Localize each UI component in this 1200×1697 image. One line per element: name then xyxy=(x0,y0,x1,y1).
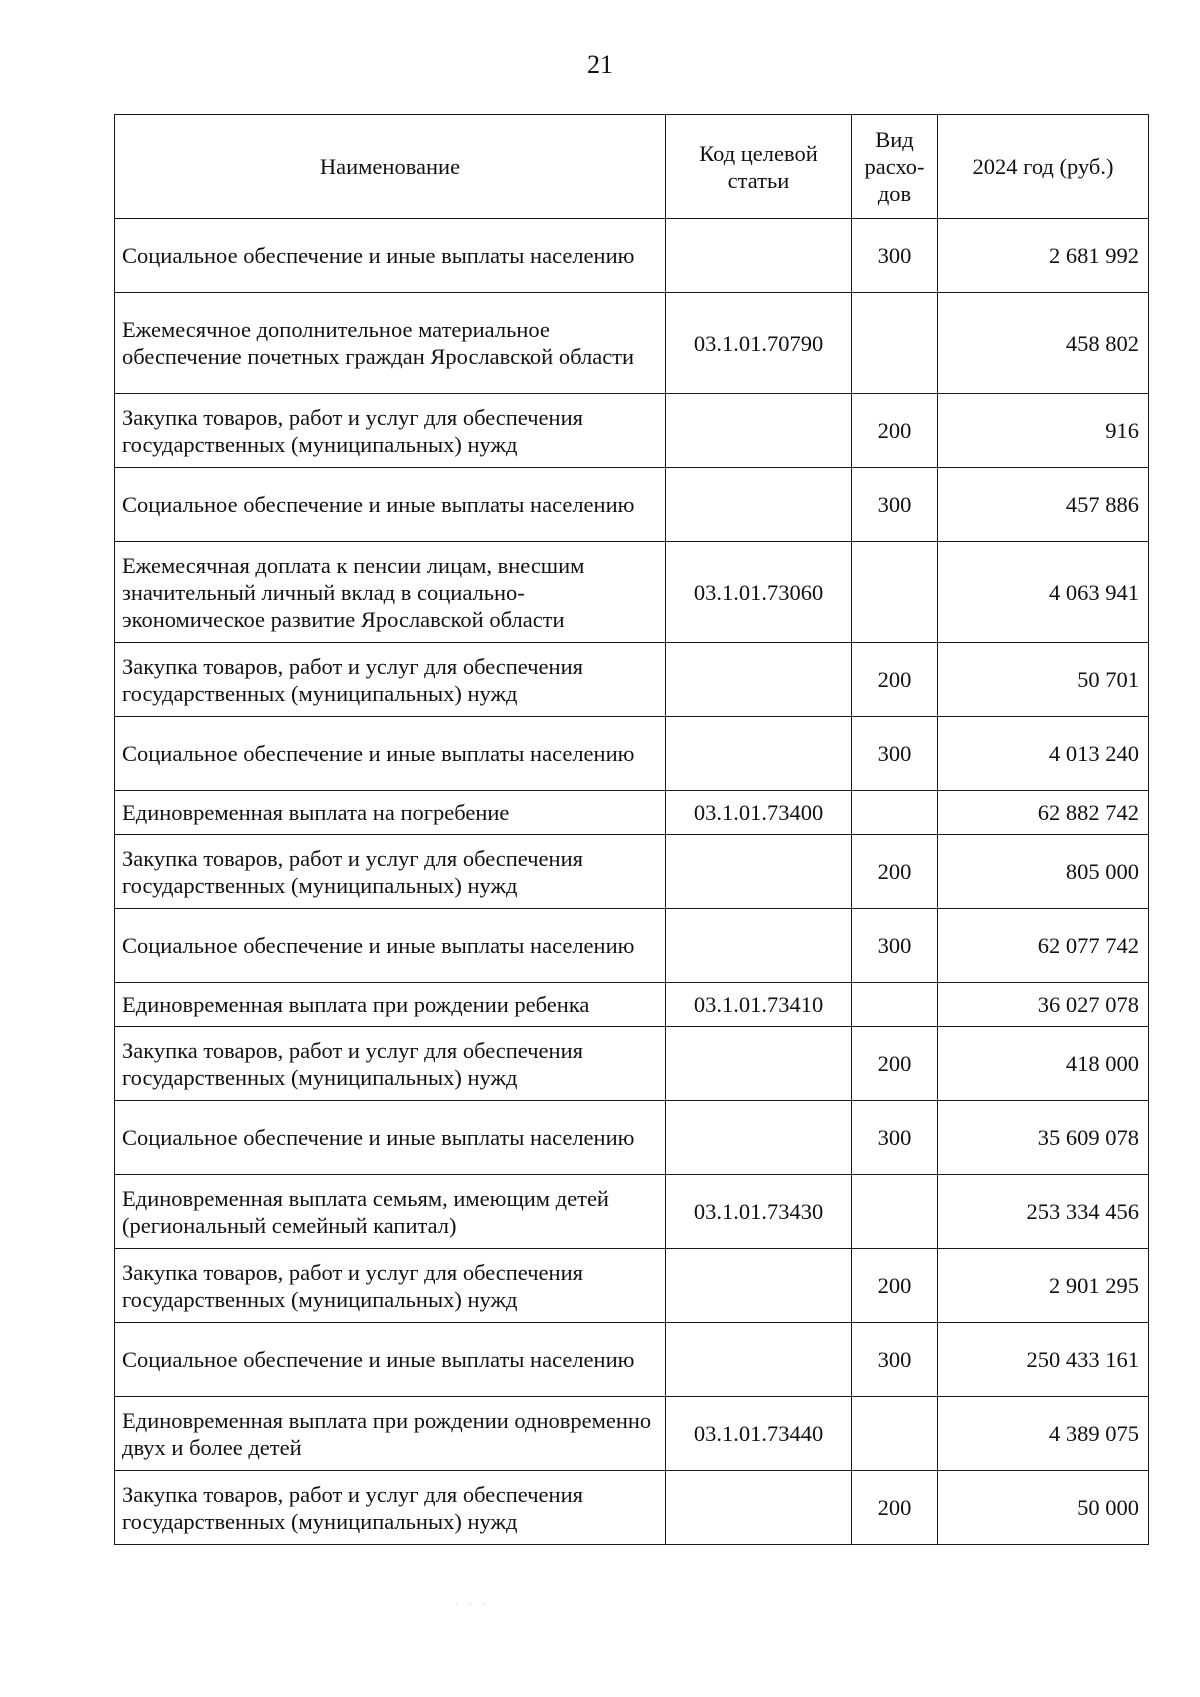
row-amount: 50 000 xyxy=(938,1471,1149,1545)
row-name: Закупка товаров, работ и услуг для обеспечения государственных (муниципальных) нужд xyxy=(115,394,666,468)
row-amount: 62 077 742 xyxy=(938,909,1149,983)
header-code: Код целевой статьи xyxy=(666,115,852,219)
table-row xyxy=(115,468,1149,542)
row-type: 300 xyxy=(852,468,938,542)
table-row xyxy=(115,983,1149,1027)
row-code xyxy=(666,717,852,791)
row-amount: 2 901 295 xyxy=(938,1249,1149,1323)
row-code xyxy=(666,643,852,717)
table-row xyxy=(115,1471,1149,1545)
header-row xyxy=(115,115,1149,219)
row-type: 200 xyxy=(852,643,938,717)
row-code: 03.1.01.73060 xyxy=(666,542,852,643)
row-name: Закупка товаров, работ и услуг для обеспечения государственных (муниципальных) нужд xyxy=(115,1471,666,1545)
row-amount: 4 013 240 xyxy=(938,717,1149,791)
row-amount: 36 027 078 xyxy=(938,983,1149,1027)
row-type: 300 xyxy=(852,717,938,791)
table-row xyxy=(115,1397,1149,1471)
table-row xyxy=(115,909,1149,983)
table-row xyxy=(115,219,1149,293)
row-name: Закупка товаров, работ и услуг для обеспечения государственных (муниципальных) нужд xyxy=(115,1027,666,1101)
header-type: Вид расхо- дов xyxy=(852,115,938,219)
row-type: 300 xyxy=(852,1323,938,1397)
row-type: 300 xyxy=(852,1101,938,1175)
row-amount: 4 389 075 xyxy=(938,1397,1149,1471)
row-amount: 253 334 456 xyxy=(938,1175,1149,1249)
row-name: Единовременная выплата семьям, имеющим детей (региональный семейный капитал) xyxy=(115,1175,666,1249)
table-row xyxy=(115,791,1149,835)
row-type: 200 xyxy=(852,1027,938,1101)
table-row xyxy=(115,1323,1149,1397)
row-name: Социальное обеспечение и иные выплаты населению xyxy=(115,1323,666,1397)
row-code: 03.1.01.73440 xyxy=(666,1397,852,1471)
scan-artifact: · · · xyxy=(455,1600,490,1611)
row-amount: 916 xyxy=(938,394,1149,468)
row-name: Социальное обеспечение и иные выплаты населению xyxy=(115,468,666,542)
row-code xyxy=(666,835,852,909)
row-amount: 250 433 161 xyxy=(938,1323,1149,1397)
row-name: Ежемесячное дополнительное материальное обеспечение почетных граждан Ярославской области xyxy=(115,293,666,394)
row-type xyxy=(852,1175,938,1249)
row-name: Социальное обеспечение и иные выплаты населению xyxy=(115,717,666,791)
row-name: Ежемесячная доплата к пенсии лицам, внесшим значительный личный вклад в социально-экономическое развитие Ярославской области xyxy=(115,542,666,643)
row-name: Закупка товаров, работ и услуг для обеспечения государственных (муниципальных) нужд xyxy=(115,643,666,717)
row-name: Закупка товаров, работ и услуг для обеспечения государственных (муниципальных) нужд xyxy=(115,1249,666,1323)
row-amount: 418 000 xyxy=(938,1027,1149,1101)
row-code: 03.1.01.70790 xyxy=(666,293,852,394)
table-row xyxy=(115,1101,1149,1175)
row-type xyxy=(852,542,938,643)
row-name: Единовременная выплата при рождении одновременно двух и более детей xyxy=(115,1397,666,1471)
row-type: 200 xyxy=(852,1471,938,1545)
row-amount: 35 609 078 xyxy=(938,1101,1149,1175)
row-amount: 457 886 xyxy=(938,468,1149,542)
row-code xyxy=(666,1471,852,1545)
table-row xyxy=(115,394,1149,468)
row-amount: 4 063 941 xyxy=(938,542,1149,643)
table-row xyxy=(115,717,1149,791)
table-header xyxy=(115,115,1149,219)
table-row xyxy=(115,1175,1149,1249)
row-type: 200 xyxy=(852,1249,938,1323)
table-row xyxy=(115,835,1149,909)
row-code xyxy=(666,219,852,293)
row-type xyxy=(852,983,938,1027)
row-code xyxy=(666,1101,852,1175)
table-row xyxy=(115,1027,1149,1101)
budget-table xyxy=(114,114,1149,1545)
row-code: 03.1.01.73400 xyxy=(666,791,852,835)
row-name: Социальное обеспечение и иные выплаты населению xyxy=(115,219,666,293)
row-amount: 805 000 xyxy=(938,835,1149,909)
row-type xyxy=(852,791,938,835)
row-type: 200 xyxy=(852,835,938,909)
row-code xyxy=(666,1249,852,1323)
row-type: 200 xyxy=(852,394,938,468)
row-name: Единовременная выплата при рождении ребенка xyxy=(115,983,666,1027)
row-code: 03.1.01.73430 xyxy=(666,1175,852,1249)
row-name: Социальное обеспечение и иные выплаты населению xyxy=(115,909,666,983)
row-code xyxy=(666,909,852,983)
row-code: 03.1.01.73410 xyxy=(666,983,852,1027)
row-type: 300 xyxy=(852,219,938,293)
row-name: Единовременная выплата на погребение xyxy=(115,791,666,835)
row-amount: 62 882 742 xyxy=(938,791,1149,835)
header-amount: 2024 год (руб.) xyxy=(938,115,1149,219)
row-type: 300 xyxy=(852,909,938,983)
row-name: Закупка товаров, работ и услуг для обеспечения государственных (муниципальных) нужд xyxy=(115,835,666,909)
row-amount: 50 701 xyxy=(938,643,1149,717)
table-row xyxy=(115,542,1149,643)
row-type xyxy=(852,293,938,394)
row-amount: 458 802 xyxy=(938,293,1149,394)
row-code xyxy=(666,394,852,468)
page-number: 21 xyxy=(587,50,613,79)
row-name: Социальное обеспечение и иные выплаты населению xyxy=(115,1101,666,1175)
row-type xyxy=(852,1397,938,1471)
row-code xyxy=(666,1323,852,1397)
row-code xyxy=(666,1027,852,1101)
table-row xyxy=(115,293,1149,394)
header-name: Наименование xyxy=(115,115,666,219)
table-body xyxy=(115,219,1149,1545)
row-amount: 2 681 992 xyxy=(938,219,1149,293)
table-row xyxy=(115,643,1149,717)
table-row xyxy=(115,1249,1149,1323)
row-code xyxy=(666,468,852,542)
